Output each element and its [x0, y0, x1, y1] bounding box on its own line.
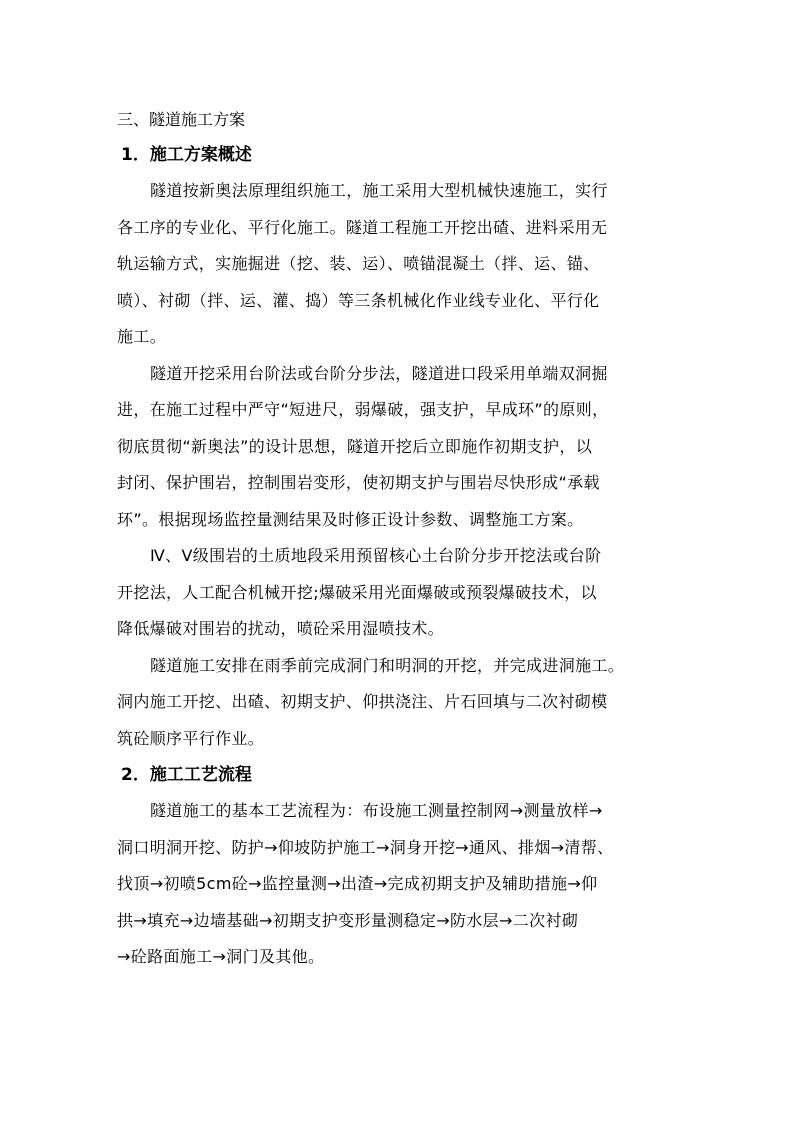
paragraph — [117, 648, 684, 758]
text-line: 拱→填充→边墙基础→初期支护变形量测稳定→防水层→二次衬砌 — [117, 910, 579, 930]
text-line: 隧道按新奥法原理组织施工，施工采用大型机械快速施工，实行 — [150, 181, 608, 200]
section-title: 三、隧道施工方案 — [117, 110, 246, 129]
text-line: 进，在施工过程中严守“短进尺，弱爆破，强支护，早成环”的原则， — [117, 400, 609, 419]
text-line: 筑砼顺序平行作业。 — [117, 728, 265, 748]
text-line: 封闭、保护围岩，控制围岩变形，使初期支护与围岩尽快形成“承载 — [117, 473, 600, 492]
text-line: 洞内施工开挖、出碴、初期支护、仰拱浇注、片石回填与二次衬砌模 — [117, 692, 608, 711]
text-line: 施工。 — [117, 327, 167, 346]
text-line: 环”。根据现场监控量测结果及时修正设计参数、调整施工方案。 — [117, 509, 584, 529]
document-body — [117, 103, 684, 976]
text-line: →砼路面施工→洞门及其他。 — [117, 947, 325, 966]
text-line: 各工序的专业化、平行化施工。隧道工程施工开挖出碴、进料采用无 — [117, 217, 608, 237]
text-line: Ⅳ、Ⅴ级围岩的土质地段采用预留核心土台阶分步开挖法或台阶 — [150, 546, 602, 565]
text-line: 降低爆破对围岩的扰动，喷砼采用湿喷技术。 — [117, 619, 445, 638]
text-line: 隧道施工安排在雨季前完成洞门和明洞的开挖，并完成进洞施工。 — [150, 655, 625, 675]
text-line: 喷）、衬砌（拌、运、灌、捣）等三条机械化作业线专业化、平行化 — [117, 290, 600, 310]
text-line: 找顶→初喷5cm砼→监控量测→出渣→完成初期支护及辅助措施→仰 — [117, 874, 598, 893]
text-line: 隧道开挖采用台阶法或台阶分步法，隧道进口段采用单端双洞掘 — [150, 363, 608, 383]
heading-process: 2．施工工艺流程 — [121, 765, 252, 785]
paragraph — [117, 793, 684, 976]
heading-overview: 1．施工方案概述 — [121, 145, 252, 165]
text-line: 彻底贯彻“新奥法”的设计思想，隧道开挖后立即施作初期支护，以 — [117, 436, 593, 456]
text-line: 隧道施工的基本工艺流程为：布设施工测量控制网→测量放样→ — [150, 801, 603, 820]
text-line: 开挖法，人工配合机械开挖;爆破采用光面爆破或预裂爆破技术，以 — [117, 582, 597, 602]
paragraph — [117, 356, 684, 539]
paragraph — [117, 173, 684, 356]
text-line: 洞口明洞开挖、防护→仰坡防护施工→洞身开挖→通风、排烟→清帮、 — [117, 837, 614, 857]
paragraph — [117, 538, 684, 648]
text-line: 轨运输方式，实施掘进（挖、装、运）、喷锚混凝土（拌、运、锚、 — [117, 254, 600, 273]
